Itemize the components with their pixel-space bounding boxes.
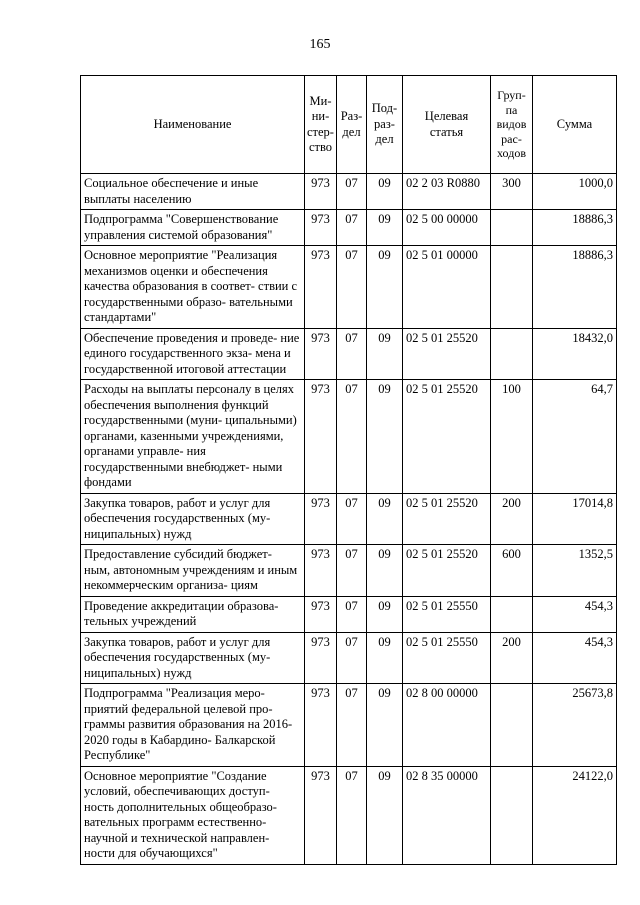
row-name: Расходы на выплаты персоналу в целях обеспечения выполнения функций государственными (муни- ципальными) органами, казенными учреждениями, органами управле- ния государственными внебюджет- ными фондами [81,380,305,494]
row-target: 02 5 01 25520 [403,328,491,380]
row-name: Предоставление субсидий бюджет- ным, автономным учреждениям и иным некоммерческим организа- циям [81,545,305,597]
row-subsection: 09 [367,766,403,864]
row-subsection: 09 [367,210,403,246]
row-target: 02 2 03 R0880 [403,174,491,210]
row-sum: 17014,8 [533,493,617,545]
row-sum: 1000,0 [533,174,617,210]
row-sum: 18886,3 [533,210,617,246]
header-group: Груп- па видов рас- ходов [491,76,533,174]
row-target: 02 5 00 00000 [403,210,491,246]
row-sum: 18886,3 [533,246,617,329]
row-section: 07 [337,380,367,494]
row-subsection: 09 [367,246,403,329]
row-ministry: 973 [305,632,337,684]
row-group: 200 [491,632,533,684]
row-target: 02 5 01 25520 [403,545,491,597]
row-name: Основное мероприятие "Создание условий, обеспечивающих доступ- ность дополнительных общеобразо- вательных программ естественно- научной и технической направлен- ности для обучающихся" [81,766,305,864]
row-section: 07 [337,328,367,380]
table-row [81,380,617,494]
row-sum: 18432,0 [533,328,617,380]
row-section: 07 [337,766,367,864]
row-target: 02 5 01 25550 [403,596,491,632]
row-ministry: 973 [305,328,337,380]
table-row [81,684,617,767]
row-subsection: 09 [367,545,403,597]
page-number: 165 [309,37,331,52]
table-row [81,174,617,210]
row-ministry: 973 [305,766,337,864]
row-group [491,246,533,329]
row-group [491,596,533,632]
row-group: 300 [491,174,533,210]
row-sum: 25673,8 [533,684,617,767]
header-section: Раз- дел [337,76,367,174]
row-subsection: 09 [367,174,403,210]
row-subsection: 09 [367,328,403,380]
row-subsection: 09 [367,380,403,494]
row-group: 600 [491,545,533,597]
row-group [491,210,533,246]
row-target: 02 8 00 00000 [403,684,491,767]
table-row [81,545,617,597]
row-ministry: 973 [305,210,337,246]
row-target: 02 8 35 00000 [403,766,491,864]
row-subsection: 09 [367,493,403,545]
row-name: Закупка товаров, работ и услуг для обеспечения государственных (му- ниципальных) нужд [81,632,305,684]
row-ministry: 973 [305,246,337,329]
row-sum: 454,3 [533,596,617,632]
row-group [491,684,533,767]
row-ministry: 973 [305,493,337,545]
row-section: 07 [337,596,367,632]
table-row [81,766,617,864]
row-section: 07 [337,174,367,210]
row-subsection: 09 [367,632,403,684]
row-name: Подпрограмма "Совершенствование управления системой образования" [81,210,305,246]
row-section: 07 [337,210,367,246]
row-target: 02 5 01 25550 [403,632,491,684]
row-name: Проведение аккредитации образова- тельных учреждений [81,596,305,632]
header-name: Наименование [81,76,305,174]
row-sum: 454,3 [533,632,617,684]
header-target: Целевая статья [403,76,491,174]
row-group [491,328,533,380]
table-row [81,632,617,684]
header-sum: Сумма [533,76,617,174]
row-sum: 1352,5 [533,545,617,597]
table-row [81,596,617,632]
row-sum: 64,7 [533,380,617,494]
row-target: 02 5 01 00000 [403,246,491,329]
row-target: 02 5 01 25520 [403,380,491,494]
row-sum: 24122,0 [533,766,617,864]
row-name: Социальное обеспечение и иные выплаты населению [81,174,305,210]
row-ministry: 973 [305,684,337,767]
row-name: Подпрограмма "Реализация меро- приятий федеральной целевой про- граммы развития образования на 2016-2020 годы в Кабардино- Балкарской Республике" [81,684,305,767]
row-section: 07 [337,493,367,545]
header-subsection: Под- раз- дел [367,76,403,174]
row-ministry: 973 [305,596,337,632]
row-group: 100 [491,380,533,494]
row-section: 07 [337,632,367,684]
row-section: 07 [337,684,367,767]
row-section: 07 [337,545,367,597]
header-ministry: Ми- ни- стер- ство [305,76,337,174]
row-ministry: 973 [305,545,337,597]
row-group: 200 [491,493,533,545]
table-row [81,328,617,380]
row-group [491,766,533,864]
row-name: Основное мероприятие "Реализация механизмов оценки и обеспечения качества образования в соответ- ствии с государственными образо- вательными стандартами" [81,246,305,329]
row-subsection: 09 [367,596,403,632]
row-section: 07 [337,246,367,329]
row-ministry: 973 [305,174,337,210]
table-body [81,174,617,865]
budget-table [80,75,617,865]
row-subsection: 09 [367,684,403,767]
row-target: 02 5 01 25520 [403,493,491,545]
row-ministry: 973 [305,380,337,494]
table-row [81,210,617,246]
row-name: Закупка товаров, работ и услуг для обеспечения государственных (му- ниципальных) нужд [81,493,305,545]
table-row [81,246,617,329]
header-row [81,76,617,174]
row-name: Обеспечение проведения и проведе- ние единого государственного экза- мена и государственной итоговой аттестации [81,328,305,380]
table-row [81,493,617,545]
